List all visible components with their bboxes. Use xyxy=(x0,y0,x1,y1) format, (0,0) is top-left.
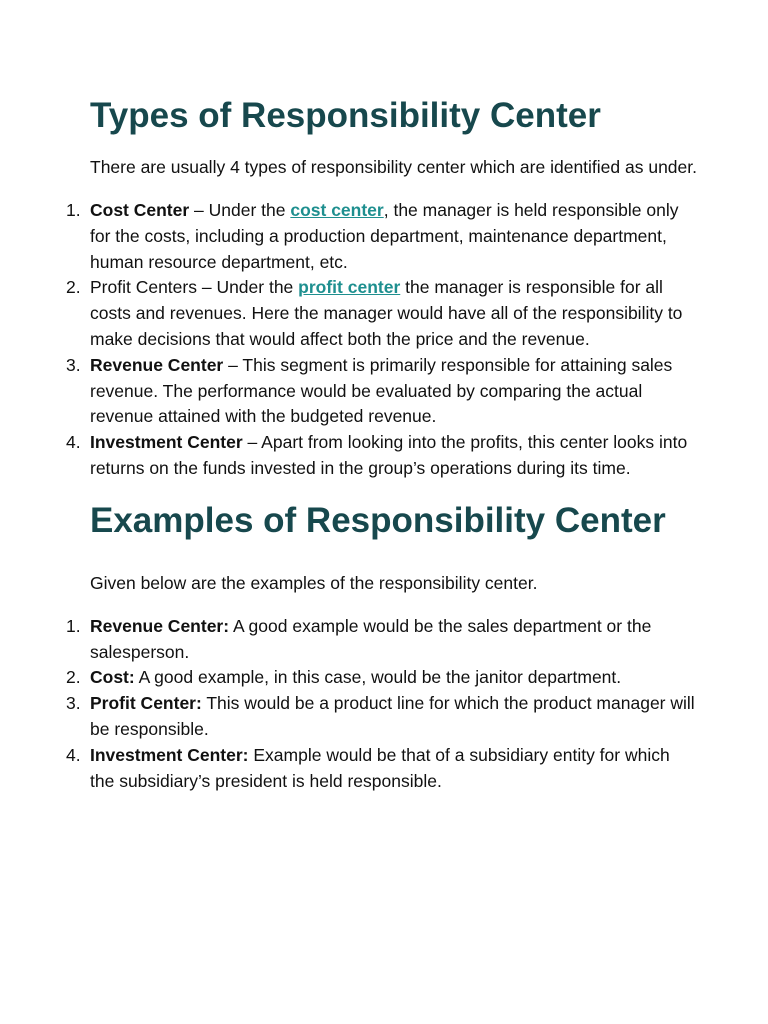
list-item xyxy=(66,353,698,430)
list-text: – Under the xyxy=(189,200,291,220)
list-text: , the manager is held responsible only for the costs, including a production department, maintenance department, human resource department, etc. xyxy=(90,200,679,272)
list-item xyxy=(66,614,698,666)
section-intro-examples: Given below are the examples of the responsibility center. xyxy=(90,572,538,593)
list-item xyxy=(66,665,698,691)
examples-list xyxy=(66,614,698,795)
list-term: Revenue Center: xyxy=(90,615,230,636)
list-term: Profit Center: xyxy=(90,693,202,714)
cost-center-link[interactable]: cost center xyxy=(290,200,384,220)
list-number: 1. xyxy=(66,615,81,636)
list-term: Investment Center: xyxy=(90,744,249,765)
profit-center-link[interactable]: profit center xyxy=(298,277,401,298)
list-text: – Apart from looking into the profits, this center looks into returns on the funds invested in the group’s operations during its time. xyxy=(90,432,688,478)
section-heading-types: Types of Responsibility Center xyxy=(90,96,601,135)
list-number: 3. xyxy=(66,354,81,375)
list-number: 4. xyxy=(66,432,81,453)
types-list xyxy=(66,198,698,482)
list-number: 4. xyxy=(66,744,81,765)
section-intro-types: There are usually 4 types of responsibility center which are identified as under. xyxy=(90,157,697,177)
list-text: the manager is responsible for all costs and revenues. Here the manager would have all of the responsibility to make decisions that would affect both the price and the revenue. xyxy=(90,277,683,349)
list-number: 2. xyxy=(66,277,81,298)
list-item xyxy=(66,430,698,482)
list-item xyxy=(66,275,698,352)
list-item xyxy=(66,691,698,743)
list-term: Revenue Center xyxy=(90,354,224,375)
list-item xyxy=(66,743,698,795)
list-term: Cost: xyxy=(90,667,135,688)
list-term: Investment Center xyxy=(90,432,243,453)
section-heading-examples: Examples of Responsibility Center xyxy=(90,500,666,540)
list-number: 2. xyxy=(66,667,81,688)
list-text: This would be a product line for which the product manager will be responsible. xyxy=(90,693,695,739)
list-item xyxy=(66,198,698,275)
list-text: A good example would be the sales department or the salesperson. xyxy=(90,615,652,662)
list-text: A good example, in this case, would be the janitor department. xyxy=(134,667,622,688)
list-text: – This segment is primarily responsible for attaining sales revenue. The performance would be evaluated by comparing the actual revenue attained with the budgeted revenue. xyxy=(90,354,673,427)
list-term: Cost Center xyxy=(90,200,190,220)
list-number: 3. xyxy=(66,693,81,714)
list-number: 1. xyxy=(66,200,81,220)
list-text: Example would be that of a subsidiary entity for which the subsidiary’s president is held responsible. xyxy=(90,744,670,791)
list-text: Profit Centers – Under the xyxy=(90,277,299,298)
